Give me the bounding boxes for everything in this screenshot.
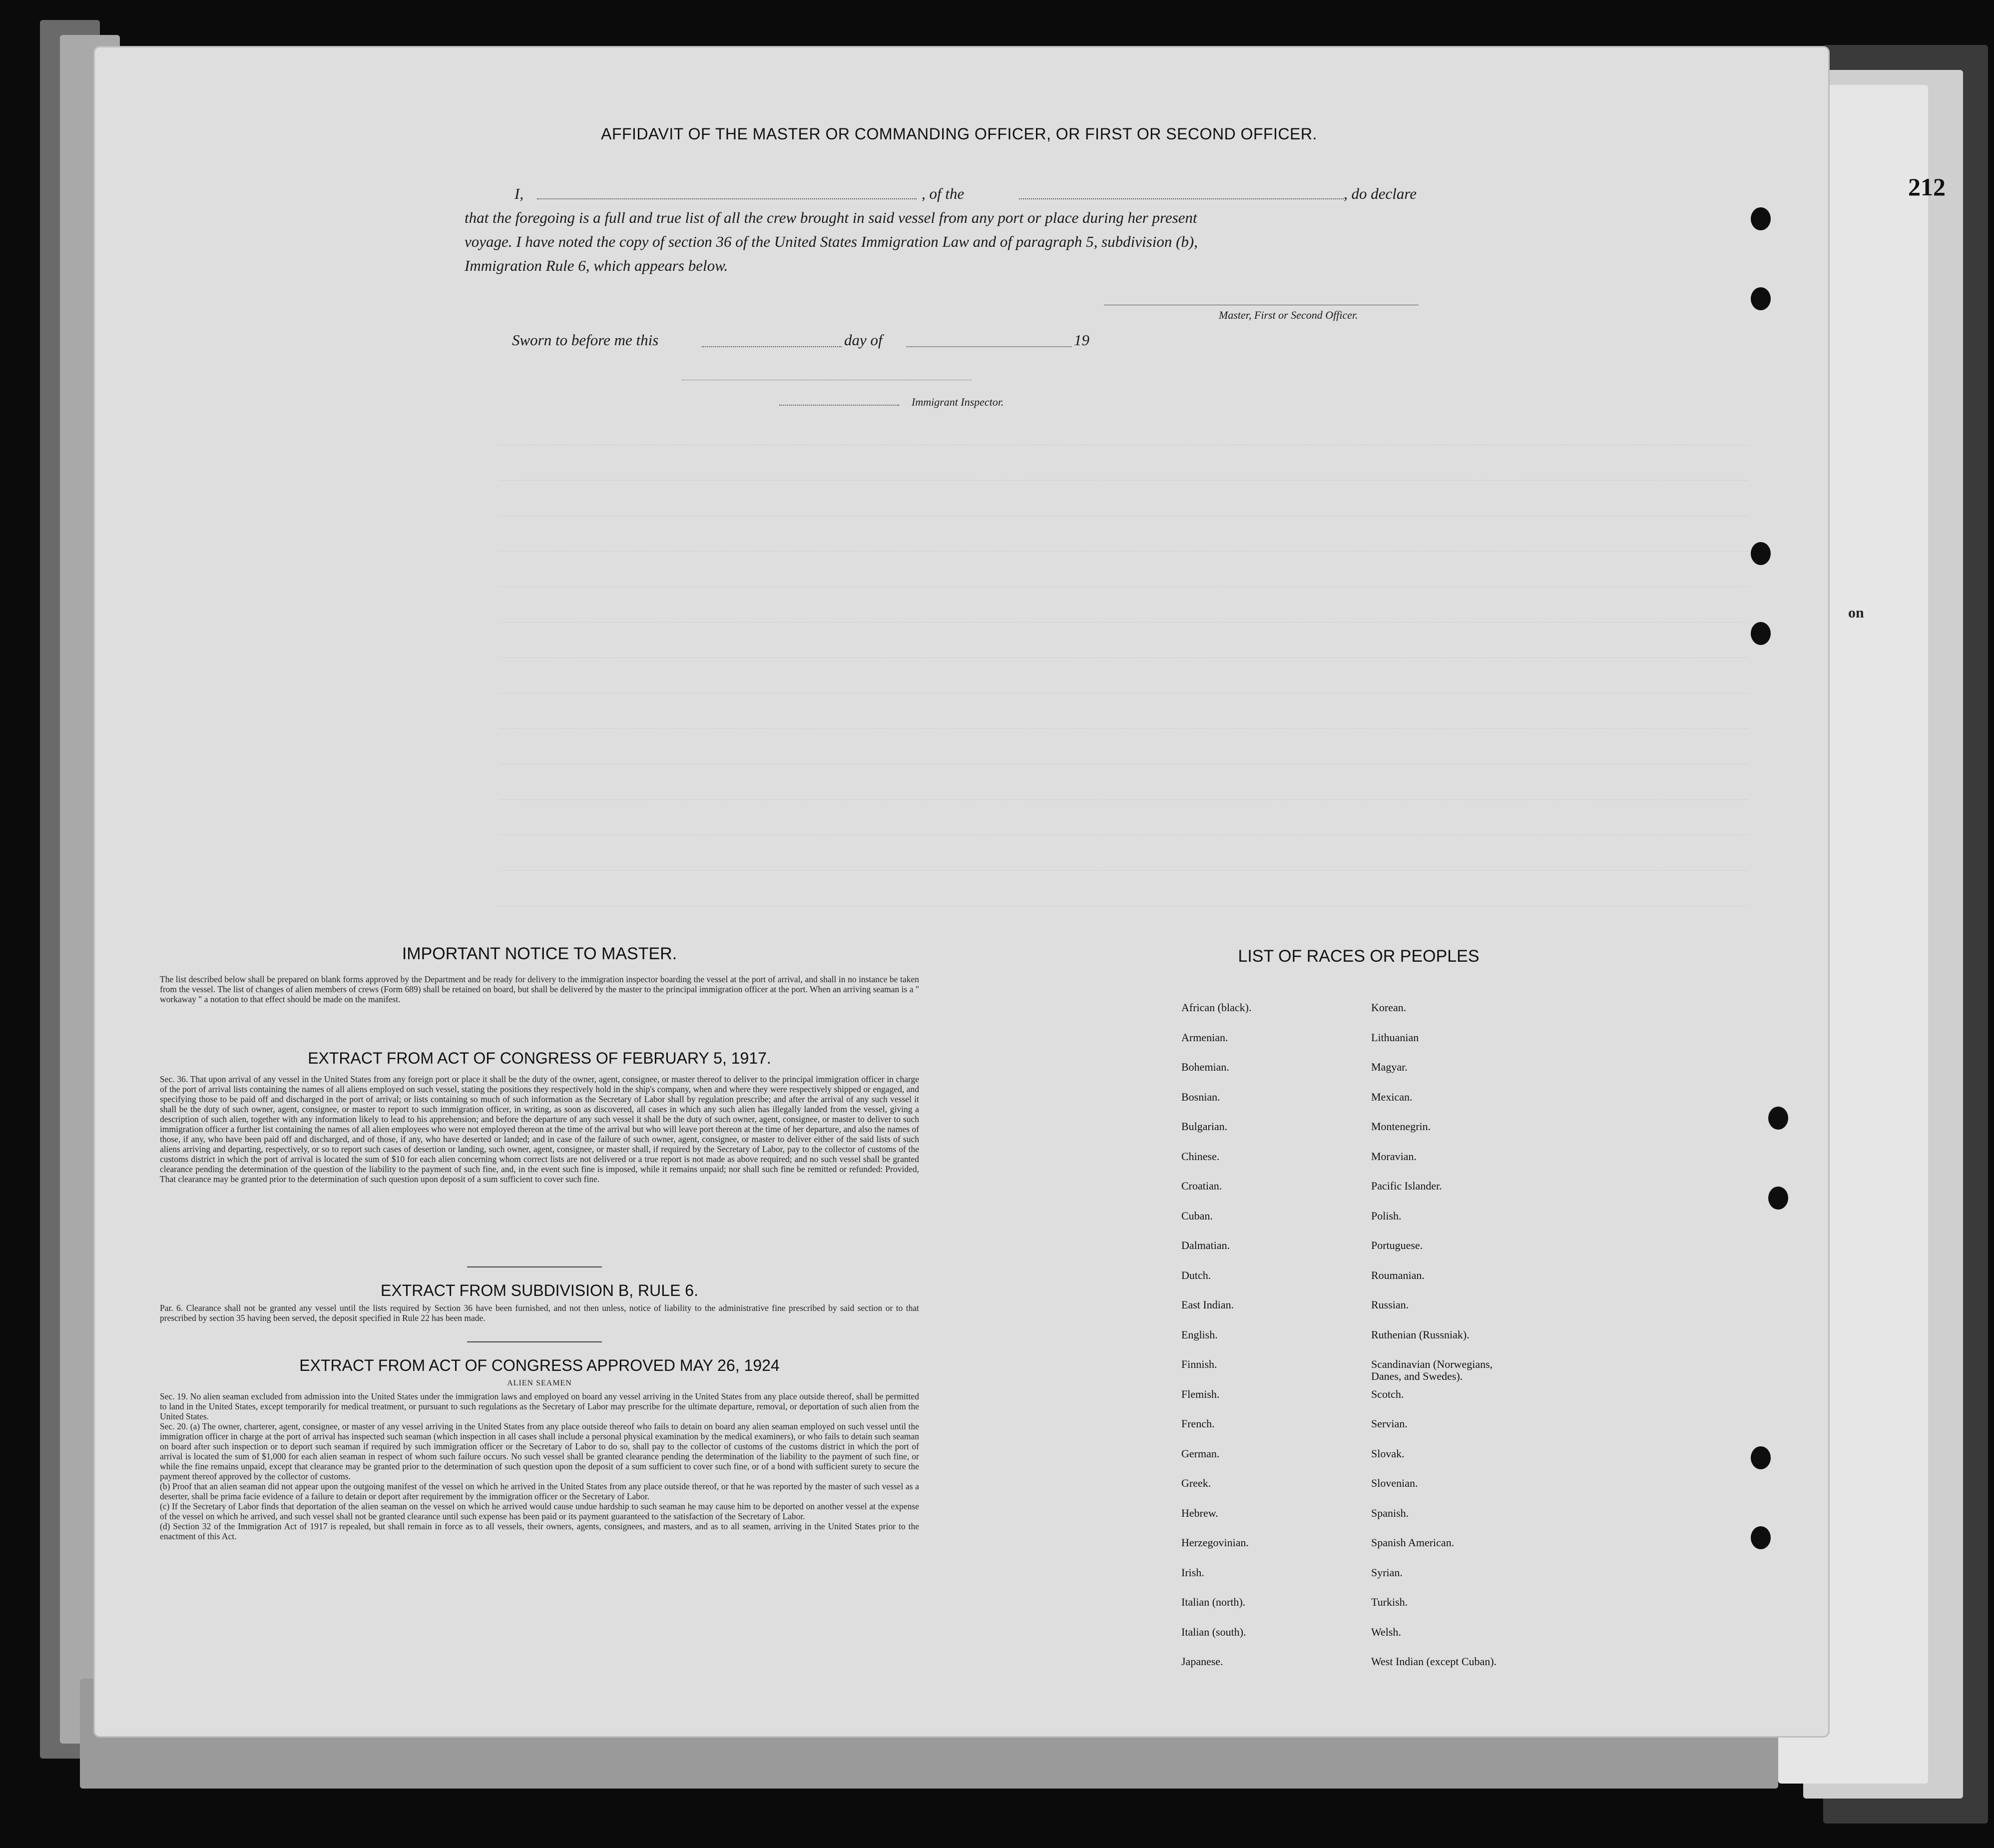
race-list-item: Flemish. [1181, 1387, 1220, 1400]
race-list-item: Magyar. [1371, 1061, 1408, 1073]
underlying-page-edge-text: on [1848, 605, 1864, 621]
race-list-item: Hebrew. [1181, 1506, 1218, 1519]
race-list-item: Slovak. [1371, 1447, 1405, 1460]
race-list-item: Chinese. [1181, 1150, 1220, 1163]
affidavit-i: I, [514, 185, 524, 202]
race-list-item: Armenian. [1181, 1031, 1228, 1044]
race-list-item: West Indian (except Cuban). [1371, 1655, 1497, 1668]
race-list-item: Greek. [1181, 1477, 1211, 1489]
races-right-column [1371, 1002, 1581, 1686]
race-list-item: Dalmatian. [1181, 1239, 1230, 1251]
race-list-item: Irish. [1181, 1566, 1204, 1579]
race-list-item: Ruthenian (Russniak). [1371, 1328, 1470, 1341]
race-list-item: Bulgarian. [1181, 1120, 1228, 1133]
binder-hole [1751, 207, 1771, 230]
vessel-blank-line [1019, 198, 1344, 199]
binder-hole [1768, 1107, 1788, 1130]
extract-rule6-title: EXTRACT FROM SUBDIVISION B, RULE 6. [381, 1281, 698, 1299]
alien-seamen-subtitle: ALIEN SEAMEN [507, 1379, 572, 1387]
race-list-item: Italian (north). [1181, 1596, 1246, 1608]
race-list-item: Japanese. [1181, 1655, 1223, 1668]
race-list-item: Syrian. [1371, 1566, 1403, 1579]
race-list-item: Russian. [1371, 1298, 1409, 1311]
race-list-item: Lithuanian [1371, 1031, 1419, 1044]
race-list-item: Montenegrin. [1371, 1120, 1431, 1133]
page-number: 212 [1908, 173, 1946, 201]
race-list-item: East Indian. [1181, 1298, 1234, 1311]
race-list-item: Scandinavian (Norwegians, Danes, and Swedes). [1371, 1358, 1493, 1382]
sworn-prefix: Sworn to before me this [512, 331, 659, 349]
master-signature-label: Master, First or Second Officer. [1219, 309, 1358, 321]
sworn-year: 19 [1074, 331, 1089, 349]
name-blank-line [537, 198, 917, 199]
race-list-item: Roumanian. [1371, 1268, 1425, 1281]
extract-rule6-body: Par. 6. Clearance shall not be granted any vessel until the lists required by Section 36 have been furnished, and not then unless, notice of liability to the administrative fine prescribed by said section or to that prescribed by section 35 having been served, the deposit specified in Rule 22 has been made. [160, 1303, 919, 1323]
extract-1924-title: EXTRACT FROM ACT OF CONGRESS APPROVED MAY 26, 1924 [299, 1356, 780, 1374]
binder-hole [1751, 542, 1771, 565]
show-through-ruled-lines [499, 410, 1748, 906]
race-list-item: Bohemian. [1181, 1061, 1229, 1073]
inspector-label: Immigrant Inspector. [912, 396, 1004, 408]
races-title: LIST OF RACES OR PEOPLES [1238, 947, 1480, 966]
sec-20b-text: (b) Proof that an alien seaman did not appear upon the outgoing manifest of the vessel on which he arrived in the United States from any place outside thereof, or that he was reported by the master of such vessel as a deserter, shall be prima facie evidence of a failure to detain or deport after requirement by the immigration officer or the Secretary of Labor. [160, 1481, 919, 1501]
extract-1924-body [160, 1391, 919, 1541]
extract-1917-body: Sec. 36. That upon arrival of any vessel in the United States from any foreign port or place it shall be the duty of the owner, agent, consignee, or master thereof to deliver to the principal immigration officer in charge of the port of arrival lists containing the names of all aliens employed on such vessel, stating the positions they respectively hold in the ship's company, when and where they were respectively shipped or engaged, and specifying those to be paid off and discharged in the port of arrival; or lists containing so much of such information as the Secretary of Labor shall by regulation prescribe; and after the arrival of any such vessel it shall be the duty of such owner, agent, consignee, or master to report to such immigration officer, in writing, as soon as discovered, all cases in which any such alien has illegally landed from the vessel, giving a description of such alien, together with any information likely to lead to his apprehension; and before the departure of any such vessel it shall be the duty of such owner, agent, consignee, or master to deliver to such immigration officer a further list containing the names of all alien employees who were not employed thereon at the time of the arrival but who will leave port thereon at the time of her departure, and also the names of those, if any, who have been paid off and discharged, and of those, if any, who have deserted or landed; and in case of the failure of such owner, agent, consignee, or master to deliver either of the said lists of such aliens arriving and departing, respectively, or so to report such cases of desertion or landing, such owner, agent, consignee, or master shall, if required by the Secretary of Labor, pay to the collector of customs of the customs district in which the port of arrival is located the sum of $10 for each alien concerning whom correct lists are not delivered or a true report is not made as above required; and no such vessel shall be granted clearance pending the determination of the question of the liability to the payment of such fine, and, in the event such fine is imposed, while it remains unpaid; nor shall such fine be remitted or refunded: Provided, That clearance may be granted prior to the determination of such question upon deposit of a sum sufficient to cover such fine. [160, 1074, 919, 1184]
notice-body: The list described below shall be prepared on blank forms approved by the Department and be ready for delivery to the immigration inspector boarding the vessel at the port of arrival, and shall in no instance be taken from the vessel. The list of changes of alien members of crews (Form 689) shall be retained on board, but shall be delivered by the master to the principal immigration officer at the port. When an arriving seaman is a " workaway " a notation to that effect should be made on the manifest. [160, 974, 919, 1004]
extract-1917-title: EXTRACT FROM ACT OF CONGRESS OF FEBRUARY 5, 1917. [308, 1049, 771, 1067]
affidavit-line-4: Immigration Rule 6, which appears below. [465, 257, 728, 274]
race-list-item: Korean. [1371, 1001, 1407, 1014]
race-list-item: Herzegovinian. [1181, 1536, 1249, 1549]
affidavit-line-2: that the foregoing is a full and true list of all the crew brought in said vessel from any port or place during her present [465, 209, 1197, 226]
sec-20d-text: (d) Section 32 of the Immigration Act of 1917 is repealed, but shall remain in force as to all vessels, their owners, agents, consignees, and masters, and as to all seamen, arriving in the United States prior to the enactment of this Act. [160, 1521, 919, 1541]
race-list-item: Polish. [1371, 1209, 1402, 1222]
race-list-item: Portuguese. [1371, 1239, 1423, 1251]
affidavit-title: AFFIDAVIT OF THE MASTER OR COMMANDING OFFICER, OR FIRST OR SECOND OFFICER. [601, 125, 1317, 143]
race-list-item: English. [1181, 1328, 1218, 1341]
section-divider [467, 1266, 602, 1267]
affidavit-line-3: voyage. I have noted the copy of section 36 of the United States Immigration Law and of paragraph 5, subdivision (b), [465, 233, 1198, 250]
binder-hole [1751, 1446, 1771, 1469]
race-list-item: French. [1181, 1417, 1215, 1430]
race-list-item: Pacific Islander. [1371, 1180, 1442, 1192]
race-list-item: Moravian. [1371, 1150, 1417, 1163]
race-list-item: Servian. [1371, 1417, 1408, 1430]
races-left-column [1181, 1002, 1391, 1686]
binder-hole [1751, 287, 1771, 310]
race-list-item: Dutch. [1181, 1268, 1211, 1281]
affidavit-do-declare: , do declare [1344, 185, 1417, 202]
race-list-item: Croatian. [1181, 1180, 1222, 1192]
notice-title: IMPORTANT NOTICE TO MASTER. [402, 944, 677, 963]
race-list-item: Cuban. [1181, 1209, 1213, 1222]
sec-20a-text: Sec. 20. (a) The owner, charterer, agent, consignee, or master of any vessel arriving in the United States from any place outside thereof who fails to detain on board any alien seaman employed on such vessel until the immigration officer in charge at the port of arrival has inspected such seaman (which inspection in all cases shall include a personal physical examination by the medical examiners), or who fails to detain such seaman on board after such inspection or to deport such seaman if required by such immigration officer or the Secretary of Labor to do so, shall pay to the collector of customs of the customs district in which the port of arrival is located the sum of $1,000 for each alien seaman in respect of whom such failure occurs. No such vessel shall be granted clearance pending the determination of the liability to the payment of such fine, or while the fine remains unpaid, except that clearance may be granted prior to the determination of such question upon the deposit of a sum sufficient to cover such fine, or of a bond with sufficient surety to secure the payment thereof approved by the collector of customs. [160, 1421, 919, 1481]
affidavit-of-the: , of the [922, 185, 965, 202]
race-list-item: German. [1181, 1447, 1220, 1460]
race-list-item: Slovenian. [1371, 1477, 1418, 1489]
binder-hole [1751, 622, 1771, 645]
sworn-day-of: day of [844, 331, 883, 349]
race-list-item: Spanish. [1371, 1506, 1409, 1519]
race-list-item: Spanish American. [1371, 1536, 1455, 1549]
race-list-item: Bosnian. [1181, 1090, 1220, 1103]
race-list-item: African (black). [1181, 1001, 1252, 1014]
section-divider [467, 1341, 602, 1342]
race-list-item: Scotch. [1371, 1387, 1404, 1400]
sec-20c-text: (c) If the Secretary of Labor finds that deportation of the alien seaman on the vessel on which he arrived would cause undue hardship to such seaman he may cause him to be deported on another vessel at the expense of the vessel on which he arrived, and such vessel shall not be granted clearance until such expense has been paid or its payment guaranteed to the satisfaction of the Secretary of Labor. [160, 1501, 919, 1521]
sworn-date-blank-line [702, 346, 842, 347]
race-list-item: Welsh. [1371, 1625, 1401, 1638]
race-list-item: Turkish. [1371, 1596, 1408, 1608]
inspector-signature-line [779, 405, 899, 406]
binder-hole [1751, 1526, 1771, 1549]
sworn-month-blank-line [907, 346, 1071, 347]
sec-19-text: Sec. 19. No alien seaman excluded from admission into the United States under the immigration laws and employed on board any vessel arriving in the United States from any place outside thereof, shall be permitted to land in the United States, except temporarily for medical treatment, or pursuant to such regulations as the Secretary of Labor may prescribe for the ultimate departure, removal, or deportation of such alien from the United States. [160, 1391, 919, 1421]
race-list-item: Mexican. [1371, 1090, 1413, 1103]
race-list-item: Finnish. [1181, 1358, 1217, 1370]
race-list-item: Italian (south). [1181, 1625, 1246, 1638]
binder-hole [1768, 1187, 1788, 1210]
